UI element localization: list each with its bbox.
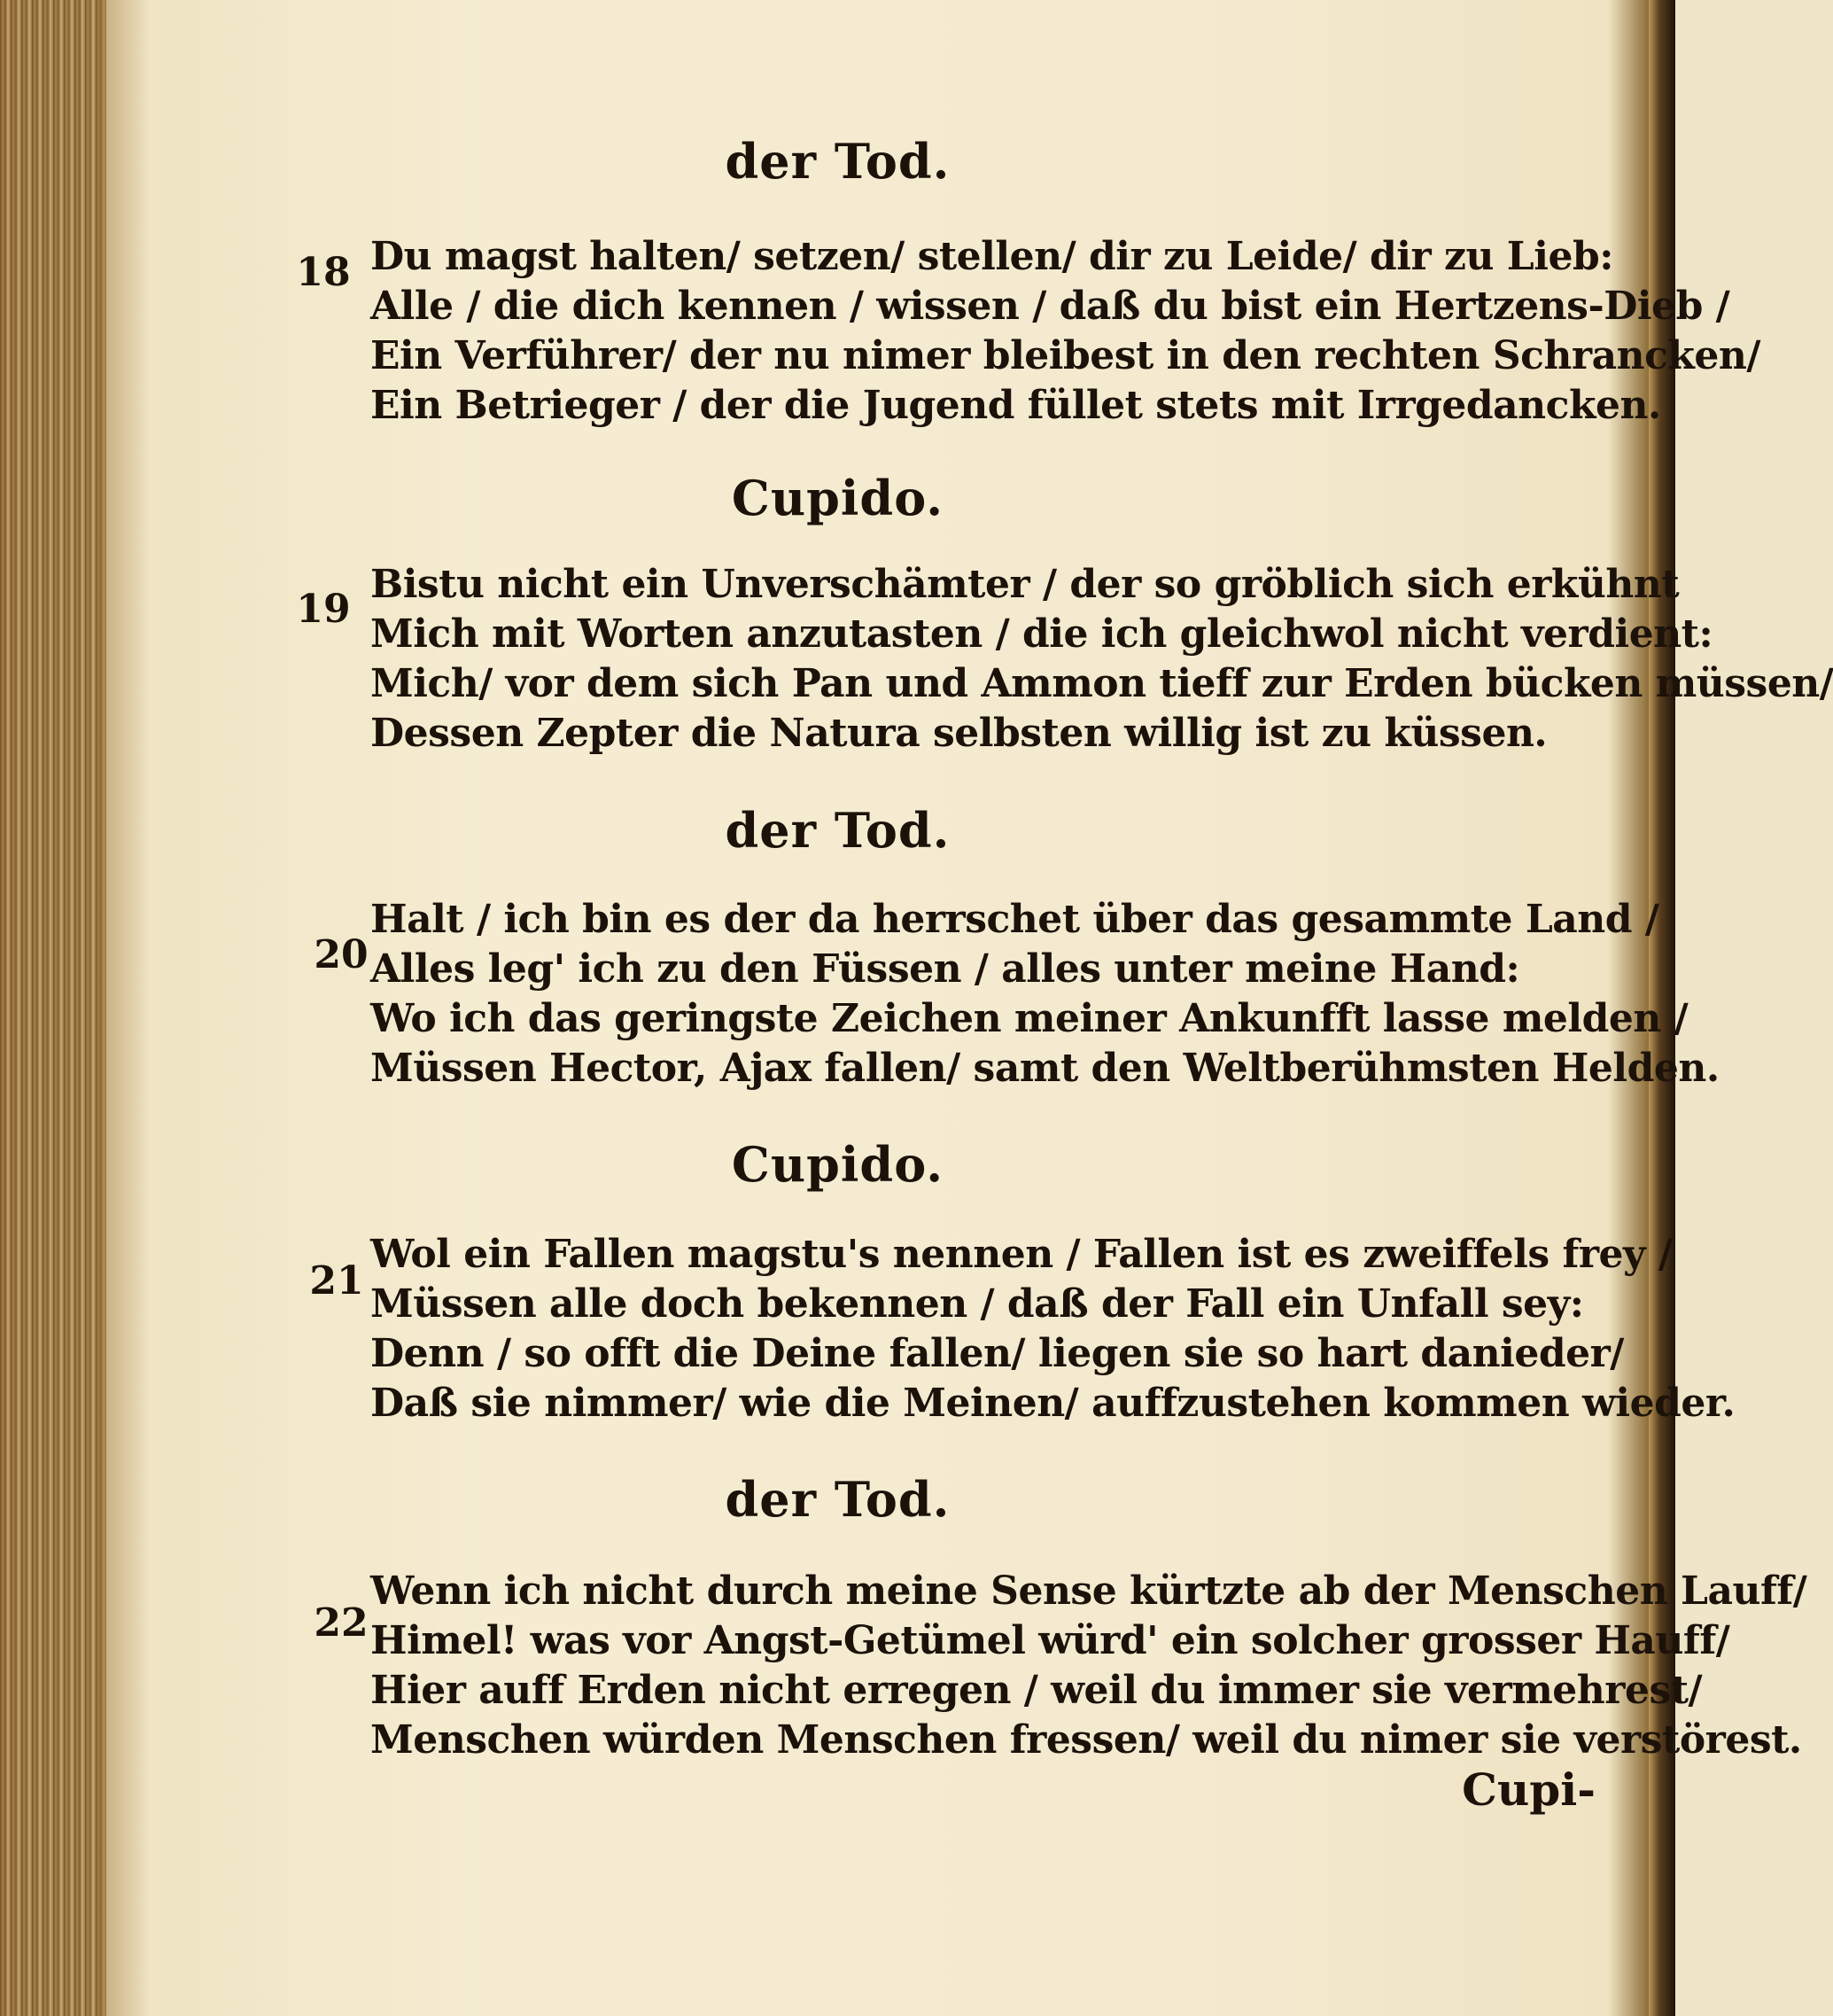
speaker-heading: Cupido. xyxy=(731,1136,944,1193)
stanza-number: 21 xyxy=(309,1258,364,1304)
stanza-number: 19 xyxy=(296,587,351,632)
catchword: Cupi- xyxy=(1462,1763,1596,1816)
verse-line: Alle / die dich kennen / wissen / daß du bist ein Hertzens-Dieb / xyxy=(370,284,1730,329)
stanza-number: 18 xyxy=(296,250,351,295)
verse-line: Wol ein Fallen magstu's nennen / Fallen ist es zweiffels frey / xyxy=(370,1232,1673,1277)
verse-line: Denn / so offt die Deine fallen/ liegen sie so hart danieder/ xyxy=(370,1331,1624,1376)
verse-line: Hier auff Erden nicht erregen / weil du immer sie vermehrest/ xyxy=(370,1668,1703,1713)
verse-line: Menschen würden Menschen fressen/ weil du nimer sie verstörest. xyxy=(370,1717,1802,1763)
verse-line: Ein Betrieger / der die Jugend füllet stets mit Irrgedancken. xyxy=(370,383,1661,428)
verse-line: Wo ich das geringste Zeichen meiner Ankunfft lasse melden / xyxy=(370,996,1689,1041)
verse-line: Ein Verführer/ der nu nimer bleibest in den rechten Schrancken/ xyxy=(370,333,1760,378)
verse-line: Mich/ vor dem sich Pan und Ammon tieff zur Erden bücken müssen/ xyxy=(370,661,1833,706)
verse-line: Alles leg' ich zu den Füssen / alles unter meine Hand: xyxy=(370,946,1520,992)
speaker-heading: der Tod. xyxy=(725,133,951,190)
stanza-number: 20 xyxy=(314,932,369,977)
verse-line: Müssen Hector, Ajax fallen/ samt den Weltberühmsten Helden. xyxy=(370,1046,1720,1091)
speaker-heading: der Tod. xyxy=(725,1471,951,1528)
verse-line: Halt / ich bin es der da herrschet über das gesammte Land / xyxy=(370,897,1659,942)
speaker-heading: Cupido. xyxy=(731,470,944,526)
verse-line: Dessen Zepter die Natura selbsten willig ist zu küssen. xyxy=(370,711,1548,756)
verse-line: Mich mit Worten anzutasten / die ich gleichwol nicht verdient: xyxy=(370,611,1713,657)
verse-line: Du magst halten/ setzen/ stellen/ dir zu Leide/ dir zu Lieb: xyxy=(370,234,1613,279)
verse-line: Daß sie nimmer/ wie die Meinen/ auffzustehen kommen wieder. xyxy=(370,1381,1736,1426)
verse-line: Wenn ich nicht durch meine Sense kürtzte ab der Menschen Lauff/ xyxy=(370,1568,1807,1614)
speaker-heading: der Tod. xyxy=(725,802,951,859)
stanza-number: 22 xyxy=(314,1600,369,1646)
verse-line: Himel! was vor Angst-Getümel würd' ein solcher grosser Hauff/ xyxy=(370,1618,1730,1663)
verse-line: Bistu nicht ein Unverschämter / der so gröblich sich erkühnt xyxy=(370,562,1680,607)
verse-line: Müssen alle doch bekennen / daß der Fall ein Unfall sey: xyxy=(370,1281,1584,1327)
